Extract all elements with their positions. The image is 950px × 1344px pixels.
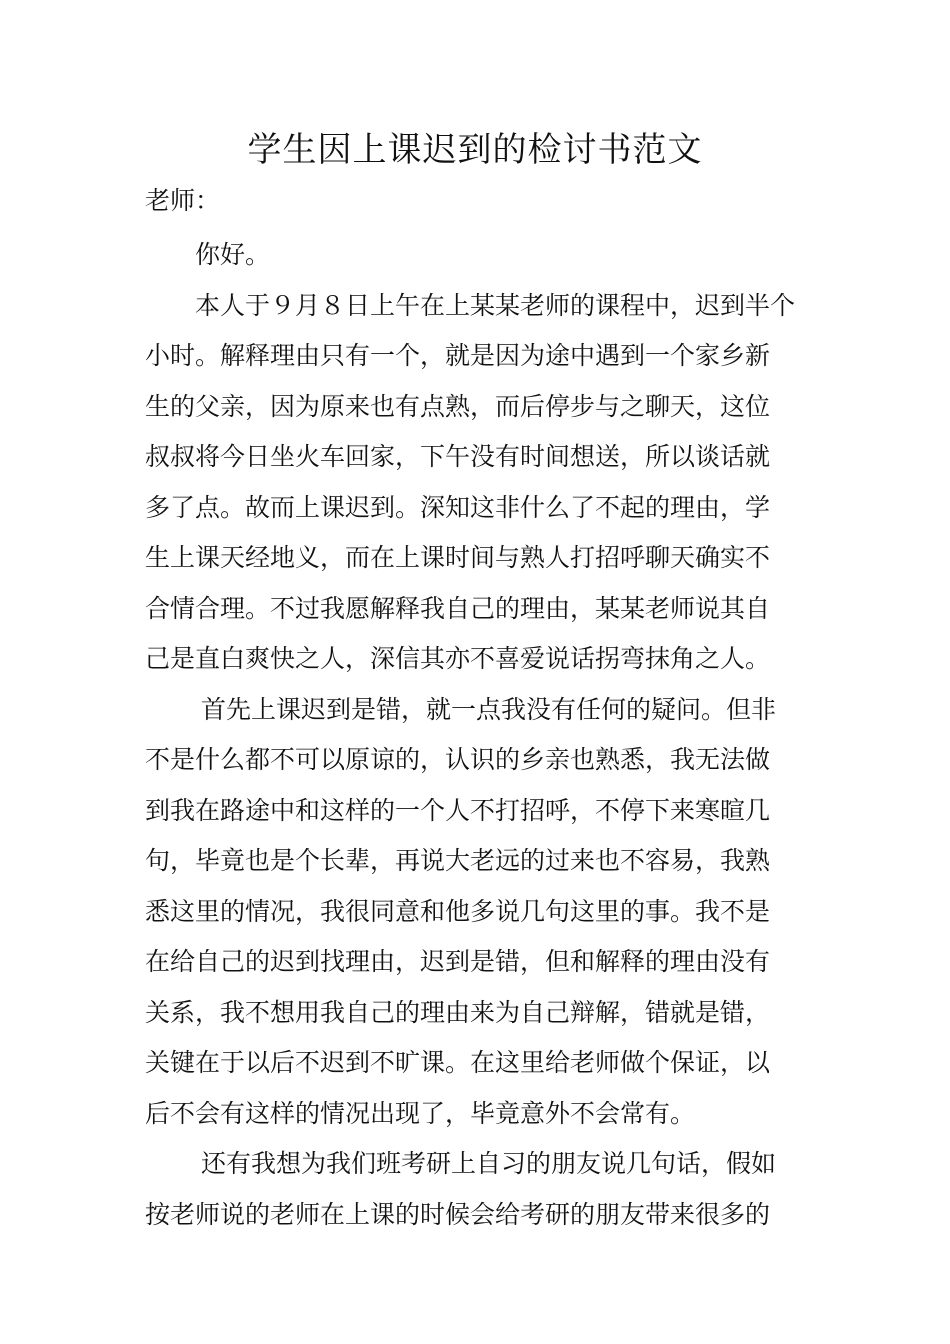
text-line: 到我在路途中和这样的一个人不打招呼，不停下来寒暄几 [145, 795, 771, 825]
document-title: 学生因上课迟到的检讨书范文 [247, 130, 703, 170]
paragraph-2 [145, 685, 810, 1140]
text-line: 还有我想为我们班考研上自习的朋友说几句话，假如 [201, 1149, 777, 1178]
greeting [145, 230, 810, 281]
text-line: 生的父亲，因为原来也有点熟，而后停步与之聊天，这位 [145, 391, 771, 421]
text-line: 在给自己的迟到找理由，迟到是错，但和解释的理由没有 [145, 947, 771, 976]
text-line: 叔叔将今日坐火车回家，下午没有时间想送，所以谈话就 [145, 442, 771, 471]
text-line: 生上课天经地义，而在上课时间与熟人打招呼聊天确实不 [145, 543, 771, 572]
text-line: 己是直白爽快之人，深信其亦不喜爱说话拐弯抹角之人。 [145, 644, 771, 673]
text-line: 不是什么都不可以原谅的，认识的乡亲也熟悉，我无法做 [145, 745, 771, 774]
text-line: 本人于９月８日上午在上某某老师的课程中，迟到半个 [195, 290, 796, 320]
paragraph-3 [145, 1139, 810, 1240]
greeting-line: 你好。 [195, 240, 271, 269]
salutation: 老师： [145, 186, 221, 215]
text-line: 关键在于以后不迟到不旷课。在这里给老师做个保证，以 [145, 1048, 771, 1077]
text-line: 后不会有这样的情况出现了，毕竟意外不会常有。 [145, 1098, 696, 1128]
text-line: 句，毕竟也是个长辈，再说大老远的过来也不容易，我熟 [145, 846, 771, 875]
document-body [145, 230, 810, 1240]
text-line: 小时。解释理由只有一个，就是因为途中遇到一个家乡新 [145, 341, 771, 370]
text-line: 合情合理。不过我愿解释我自己的理由，某某老师说其自 [145, 593, 771, 623]
text-line: 关系，我不想用我自己的理由来为自己辩解，错就是错， [145, 997, 771, 1027]
text-line: 按老师说的老师在上课的时候会给考研的朋友带来很多的 [145, 1199, 771, 1229]
text-line: 首先上课迟到是错，就一点我没有任何的疑问。但非 [201, 694, 777, 724]
text-line: 悉这里的情况，我很同意和他多说几句这里的事。我不是 [145, 896, 771, 926]
text-line: 多了点。故而上课迟到。深知这非什么了不起的理由，学 [145, 492, 771, 522]
paragraph-1 [145, 281, 810, 685]
